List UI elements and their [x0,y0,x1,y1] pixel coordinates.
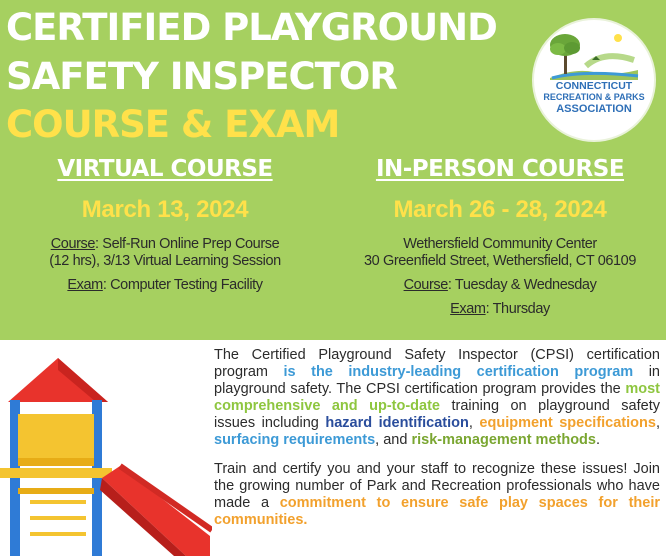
desc-highlight-surfacing: surfacing requirements [214,432,376,448]
desc-text: training on playground safety issues including [214,398,660,431]
desc-text: , [468,415,480,431]
desc-text: Train and certify you and your staff to recognize these issues! Join the growing number of Park and Recreation professionals who have made a [214,461,660,511]
logo-text-line-2: RECREATION & PARKS [543,92,645,102]
inperson-course-label: Course [403,277,448,293]
logo-text-line-3: ASSOCIATION [556,103,632,115]
logo-text-line-1: CONNECTICUT [555,80,633,92]
inperson-course-heading: IN-PERSON COURSE [375,156,625,182]
inperson-venue: Wethersfield Community Center [403,236,597,252]
virtual-course-line [0,236,330,253]
desc-text: , [655,415,660,431]
virtual-exam-label: Exam [67,277,103,293]
inperson-exam-line [310,301,666,318]
desc-highlight-comprehensive: most comprehensive and up-to-date [214,381,660,414]
virtual-course-line-2: (12 hrs), 3/13 Virtual Learning Session [49,253,281,269]
inperson-course-text: : Tuesday & Wednesday [447,277,597,293]
desc-highlight-equipment: equipment specifications [479,415,656,431]
title-line-3: COURSE & EXAM [6,103,340,146]
desc-text: , and [375,432,412,448]
title-line-1: CERTIFIED PLAYGROUND [6,6,497,49]
inperson-exam-label: Exam [450,301,486,317]
description-paragraph-2 [214,461,660,529]
virtual-course-text: : Self-Run Online Prep Course [95,236,280,252]
inperson-course-date: March 26 - 28, 2024 [393,196,607,223]
playground-slide-icon [0,340,212,556]
virtual-course-label: Course [50,236,96,252]
desc-highlight-commitment: commitment to ensure safe play spaces for their communities. [214,495,660,528]
cpra-logo [532,18,656,142]
desc-text: The Certified Playground Safety Inspector (CPSI) certification program [214,347,660,380]
title-line-2: SAFETY INSPECTOR [6,55,397,98]
inperson-course-line [310,277,666,294]
inperson-address: 30 Greenfield Street, Wethersfield, CT 06109 [363,253,637,269]
desc-highlight-industry-leading: is the industry-leading certification program [283,364,634,380]
desc-text: . [595,432,601,448]
virtual-course-heading: VIRTUAL COURSE [57,156,273,182]
virtual-exam-line [0,277,330,294]
course-description [214,347,660,541]
virtual-course-date: March 13, 2024 [81,196,249,223]
desc-text: in playground safety. The CPSI certification program provides the [214,364,660,397]
desc-highlight-risk: risk-management methods [411,432,596,448]
inperson-exam-text: : Thursday [485,301,550,317]
desc-highlight-hazard: hazard identification [325,415,469,431]
virtual-exam-text: : Computer Testing Facility [102,277,263,293]
description-paragraph-1 [214,347,660,449]
